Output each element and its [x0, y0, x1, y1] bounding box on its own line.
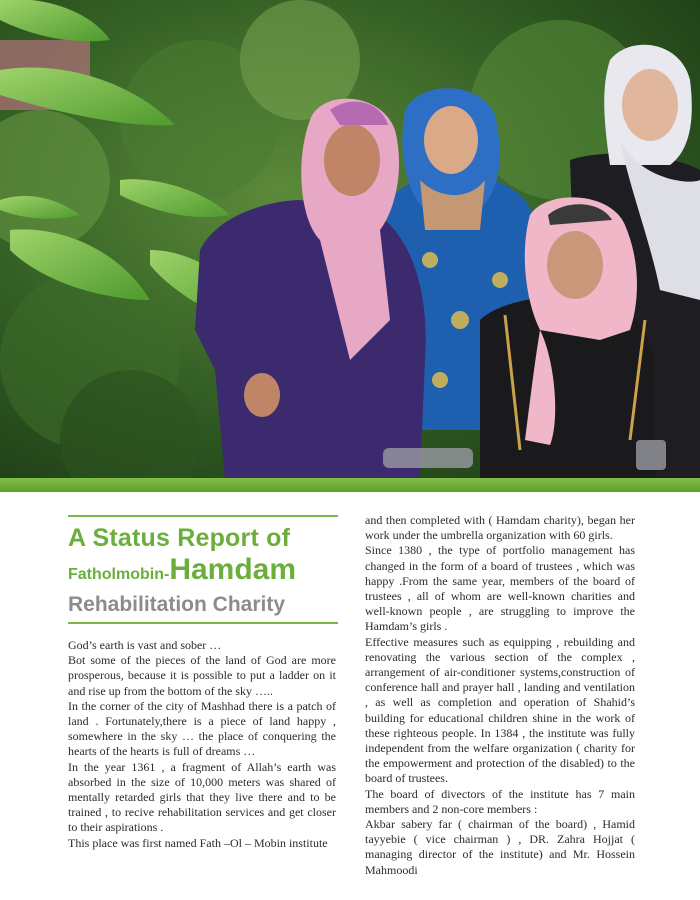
right-text-column — [365, 513, 635, 878]
paragraph: and then completed with ( Hamdam charity), began her work under the umbrella organization with 60 girls. — [365, 513, 635, 543]
green-divider-band — [0, 478, 700, 492]
paragraph: Akbar sabery far ( chairman of the board) , Hamid tayyebie ( vice chairman ) , DR. Zahra Hojjat ( managing director of the institute) and Mr. Hossein Mahmoodi — [365, 817, 635, 877]
paragraph: Effective measures such as equipping , rebuilding and renovating the various section of the complex , arrangement of air-conditioner systems,construction of conference hall and prayer hall , landing and ventilation , as well as completion and operation of Shahid’s building for educational children shine in the work of these righteous people. In 1384 , the institute was fully independent from the welfare organization ( charity for the empowerment and protection of the disabled) to the board of trustees. — [365, 634, 635, 786]
paragraph: This place was first named Fath –Ol – Mobin institute — [68, 835, 328, 850]
paragraph: The board of divectors of the institute has 7 main members and 2 non-core members : — [365, 786, 635, 816]
paragraph: Bot some of the pieces of the land of God are more prosperous, because it is possible to put a ladder on it and rise up from the bottom of the sky ….. — [68, 653, 336, 698]
title-line-2 — [68, 553, 338, 592]
paragraph: God’s earth is vast and sober … — [68, 638, 222, 652]
title-line-2-main: Hamdam — [169, 553, 297, 586]
title-line-3: Rehabilitation Charity — [68, 593, 286, 616]
title-line-2-prefix: Fatholmobin- — [68, 566, 170, 583]
article-title — [68, 515, 338, 624]
left-text-column — [68, 638, 336, 851]
paragraph: In the year 1361 , a fragment of Allah’s earth was absorbed in the size of 10,000 meters was shared of mentally retarded girls that they live there and to be trained , to recive rehabilitation services and get closer to their aspirations . — [68, 759, 336, 835]
title-line-1: A Status Report of — [68, 524, 291, 552]
paragraph: Since 1380 , the type of portfolio management has changed in the form of a board of trustees , which was happy .From the same year, members of the board of trustees , all of whom are well-known charities and well-known people , are struggling to improve the Hamdam’s girls . — [365, 543, 635, 634]
paragraph: In the corner of the city of Mashhad there is a patch of land . Fortunately,there is a piece of land happy , somewhere in the sky … the place of conquering the hearts of the hearts is full of dreams … — [68, 698, 336, 759]
